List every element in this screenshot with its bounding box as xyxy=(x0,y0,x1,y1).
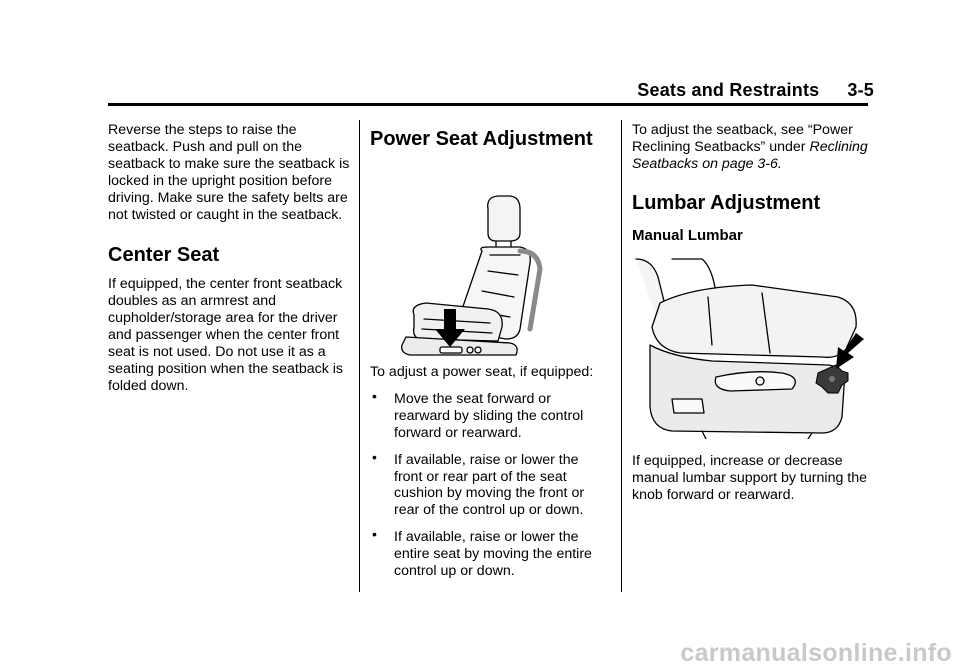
header-rule xyxy=(108,103,868,106)
list-item: • Move the seat forward or rearward by sliding the control forward or rearward. xyxy=(370,391,610,442)
section-title: Seats and Restraints xyxy=(637,80,820,100)
power-seat-intro: To adjust a power seat, if equipped: xyxy=(370,364,594,380)
power-seat-heading: Power Seat Adjustment xyxy=(370,128,593,150)
column-divider xyxy=(359,120,360,592)
manual-lumbar-paragraph: If equipped, increase or decrease manual lumbar support by turning the knob forward or rearward. xyxy=(632,452,868,503)
seatback-reference-text: To adjust the seatback, see “Power Reclining Seatbacks” under xyxy=(632,122,853,155)
manual-lumbar-subheading: Manual Lumbar xyxy=(632,226,743,244)
power-seat-illustration xyxy=(370,151,610,356)
center-seat-heading: Center Seat xyxy=(108,244,220,267)
page-number: 3-5 xyxy=(847,80,874,100)
watermark: carmanualsonline.info xyxy=(680,639,952,667)
power-seat-steps xyxy=(370,391,610,580)
seatback-reference-paragraph xyxy=(632,122,872,173)
manual-lumbar-illustration xyxy=(632,257,872,439)
reclining-seatbacks-link[interactable]: Reclining Seatbacks on page 3-6. xyxy=(632,138,868,172)
raise-seatback-paragraph: Reverse the steps to raise the seatback. Push and pull on the seatback to make sure the seatback is locked in the upright position before driving. Make sure the safety belts are not twisted or caught in the seatback. xyxy=(108,122,350,223)
lumbar-adjustment-heading: Lumbar Adjustment xyxy=(632,191,821,214)
column-divider xyxy=(621,120,622,592)
column-2 xyxy=(370,122,610,580)
center-seat-paragraph: If equipped, the center front seatback doubles as an armrest and cupholder/storage area for the driver and passenger when the center front seat is not used. Do not use it as a seating position when the seatback is folded down. xyxy=(108,276,344,394)
list-item: • If available, raise or lower the front or rear part of the seat cushion by moving the front or rear of the control up or down. xyxy=(370,452,610,520)
column-1 xyxy=(108,122,350,395)
list-item: • If available, raise or lower the entire seat by moving the entire control up or down. xyxy=(370,529,610,580)
running-header xyxy=(637,80,874,101)
column-3 xyxy=(632,122,872,503)
